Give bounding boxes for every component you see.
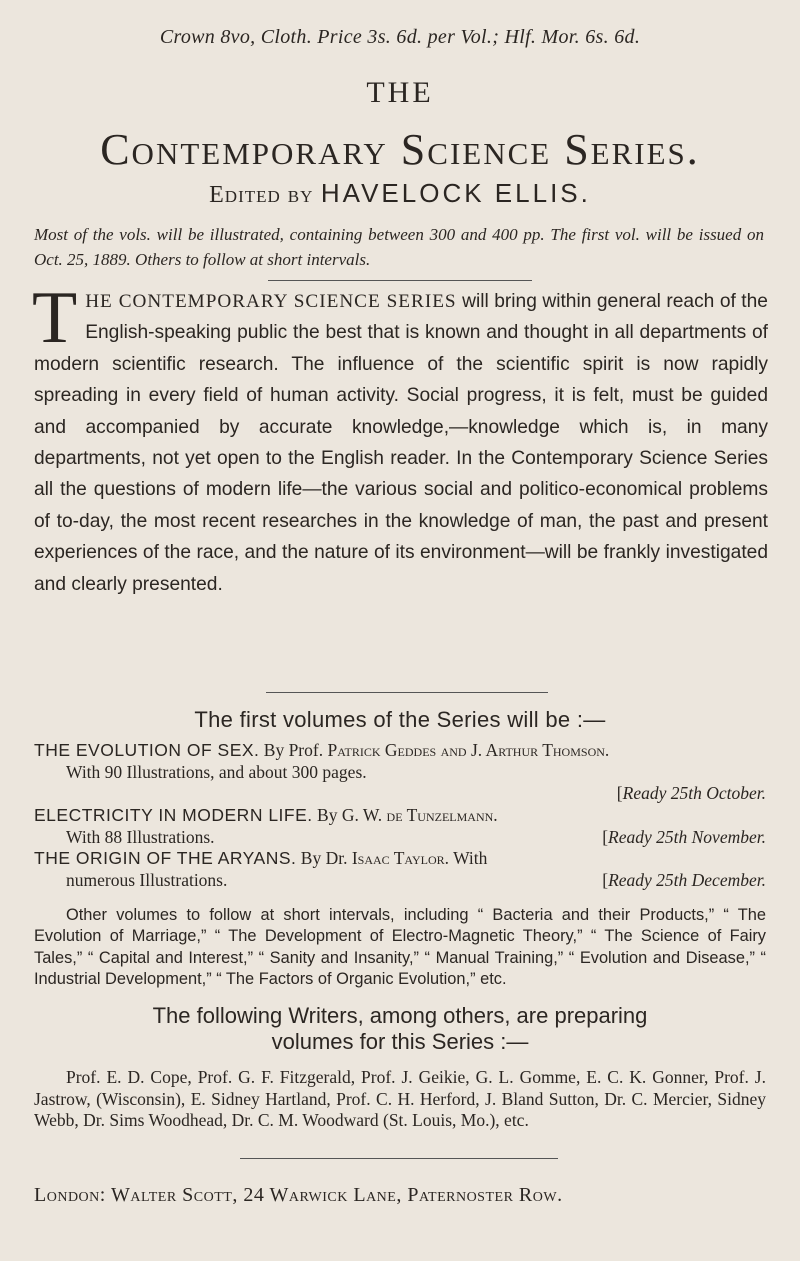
divider-rule (240, 1158, 558, 1159)
title-the: THE (366, 76, 434, 109)
volume-detail: numerous Illustrations. (66, 869, 228, 890)
publisher-imprint: London: Walter Scott, 24 Warwick Lane, Paternoster Row. (34, 1184, 563, 1206)
edited-by-label: Edited by (209, 182, 314, 208)
intro-body: will bring within general reach of the English-speaking public the best that is known and thought in all departments of modern scientific research. The influence of the scientific spirit is now rapidly spreading in every field of human activity. Social progress, it is felt, must be guided and accompanied by accurate knowledge,—knowledge which is, in many departments, not yet open to the English reader. In the Contemporary Science Series all the questions of modern life—the various social and politico-economical problems of to-day, the most recent researches in the knowledge of man, the past and present experiences of the race, and the nature of its environment—will be frankly investigated and clearly presented. (34, 291, 768, 595)
volume-author: de Tunzelmann. (386, 805, 498, 825)
volume-detail: With 88 Illustrations. (66, 826, 215, 847)
volume-by: By G. W. (317, 805, 383, 825)
volume-entry: ELECTRICITY IN MODERN LIFE. By G. W. de Tunzelmann. With 88 Illustrations. [Ready 25th November. (34, 805, 766, 847)
writers-list: Prof. E. D. Cope, Prof. G. F. Fitzgerald, Prof. J. Geikie, G. L. Gomme, E. C. K. Gonner, Prof. J. Jastrow, (Wisconsin), E. Sidney Hartland, Prof. C. H. Herford, J. Bland Sutton, Dr. C. Mercier, Sidney Webb, Dr. Sims Woodhead, Dr. C. M. Woodward (St. Louis, Mo.), etc. (34, 1067, 766, 1130)
volume-author: Isaac Taylor. (351, 848, 450, 868)
writers-heading (0, 1003, 800, 1055)
drop-cap: T (32, 277, 78, 359)
edited-by-line (0, 178, 800, 209)
volume-title: THE EVOLUTION OF SEX. (34, 740, 260, 760)
series-title: Contemporary Science Series. (100, 125, 700, 174)
other-volumes-paragraph: Other volumes to follow at short intervals, including “ Bacteria and their Products,” “ The Evolution of Marriage,” “ The Development of Electro-Magnetic Theory,” “ The Science of Fairy Tales,” “ Capital and Interest,” “ Sanity and Insanity,” “ Manual Training,” “ Evolution and Disease,” “ Industrial Development,” “ The Factors of Organic Evolution,” etc. (34, 906, 766, 989)
volume-detail: With 90 Illustrations, and about 300 pages. (66, 761, 367, 782)
volume-by: By Dr. (300, 848, 348, 868)
volume-ready: Ready 25th November. (608, 826, 766, 847)
volume-detail-start: With (453, 848, 488, 868)
volume-by: By Prof. (263, 740, 324, 760)
volume-author: Patrick Geddes and J. Arthur Thomson. (327, 740, 610, 760)
volume-ready: Ready 25th October. (622, 783, 766, 803)
intro-caps: HE CONTEMPORARY SCIENCE SERIES (85, 291, 457, 312)
first-volumes-heading: The first volumes of the Series will be :— (194, 707, 606, 732)
volume-entry: THE EVOLUTION OF SEX. By Prof. Patrick Geddes and J. Arthur Thomson. With 90 Illustrations, and about 300 pages. [Ready 25th October. (34, 740, 766, 803)
volume-title: ELECTRICITY IN MODERN LIFE. (34, 805, 313, 825)
volume-entry: THE ORIGIN OF THE ARYANS. By Dr. Isaac Taylor. With numerous Illustrations. [Ready 25th December. (34, 848, 766, 890)
editor-name: HAVELOCK ELLIS. (320, 178, 591, 208)
writers-heading-line: The following Writers, among others, are preparing (152, 1003, 648, 1028)
publication-note: Most of the vols. will be illustrated, containing between 300 and 400 pp. The first vol. will be issued on Oct. 25, 1889. Others to follow at short intervals. (34, 225, 764, 269)
volume-ready: Ready 25th December. (608, 869, 766, 890)
volume-title: THE ORIGIN OF THE ARYANS. (34, 848, 297, 868)
writers-heading-line: volumes for this Series :— (271, 1029, 529, 1054)
divider-rule (268, 280, 532, 281)
divider-rule (266, 692, 548, 693)
intro-paragraph (32, 277, 768, 600)
price-line: Crown 8vo, Cloth. Price 3s. 6d. per Vol.; Hlf. Mor. 6s. 6d. (159, 26, 641, 48)
